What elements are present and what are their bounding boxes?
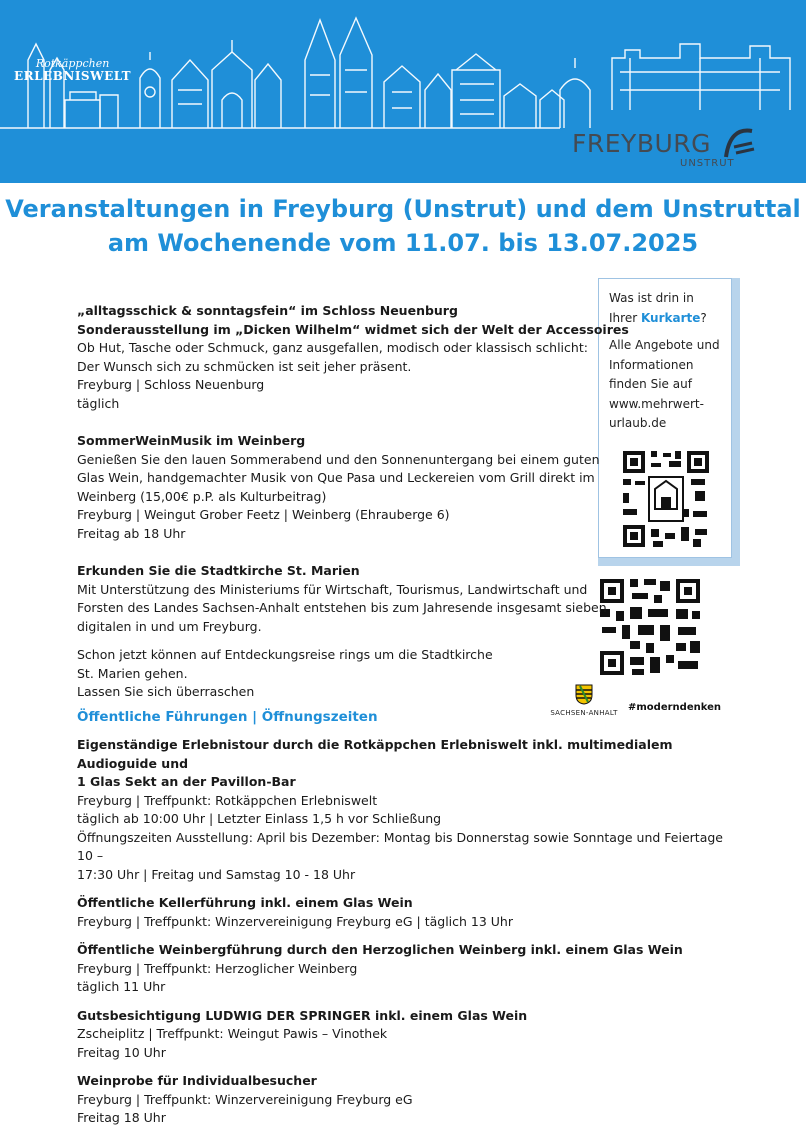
- tour-location: Freyburg | Treffpunkt: Rotkäppchen Erlebniswelt: [77, 792, 378, 808]
- kurkarte-line1: Was ist drin in: [609, 291, 694, 305]
- main-content: [77, 302, 737, 1128]
- tour-block: [77, 894, 737, 931]
- bridge-wave-icon: [722, 123, 758, 163]
- event-description: Schon jetzt können auf Entdeckungsreise rings um die Stadtkirche: [77, 647, 493, 662]
- kurkarte-line2-post: ?: [700, 310, 707, 325]
- brand-script: Rotkäppchen: [35, 57, 110, 70]
- tour-block: [77, 941, 737, 997]
- tour-hours: 17:30 Uhr | Freitag und Samstag 10 - 18 Uhr: [77, 866, 356, 882]
- tour-title: Weinprobe für Individualbesucher: [77, 1073, 317, 1088]
- page-title-line1: Veranstaltungen in Freyburg (Unstrut) und dem Unstruttal: [5, 195, 801, 223]
- header-banner: [0, 0, 806, 183]
- tour-block: [77, 1007, 737, 1063]
- tour-location: Zscheiplitz | Treffpunkt: Weingut Pawis – Vinothek: [77, 1026, 388, 1041]
- event-description: Weinberg (15,00€ p.P. als Kulturbeitrag): [77, 488, 327, 504]
- tour-title: Eigenständige Erlebnistour durch die Rotkäppchen Erlebniswelt inkl. multimedialem Audioguide und: [77, 737, 673, 771]
- event-block: [77, 432, 737, 543]
- tour-title: Gutsbesichtigung LUDWIG DER SPRINGER inkl. einem Glas Wein: [77, 1007, 528, 1023]
- tour-title: Öffentliche Weinbergführung durch den Herzoglichen Weinberg inkl. einem Glas Wein: [77, 942, 683, 957]
- event-location: Freyburg | Schloss Neuenburg: [77, 377, 265, 392]
- kurkarte-line2-pre: Ihrer: [609, 310, 641, 325]
- tour-block: [77, 1072, 737, 1128]
- tour-time: Freitag 10 Uhr: [77, 1044, 166, 1060]
- tour-location: Freyburg | Treffpunkt: Winzervereinigung Freyburg eG | täglich 13 Uhr: [77, 913, 513, 929]
- tour-time: täglich 11 Uhr: [77, 979, 166, 994]
- event-time: täglich: [77, 395, 120, 411]
- tour-title: 1 Glas Sekt an der Pavillon-Bar: [77, 774, 296, 789]
- kurkarte-line3: Alle Angebote und: [609, 338, 720, 352]
- kurkarte-line4: Informationen: [609, 357, 694, 372]
- tour-title: Öffentliche Kellerführung inkl. einem Glas Wein: [77, 895, 413, 910]
- tour-location: Freyburg | Treffpunkt: Herzoglicher Weinberg: [77, 960, 358, 976]
- event-subtitle: Sonderausstellung im „Dicken Wilhelm“ widmet sich der Welt der Accessoires: [77, 321, 629, 337]
- page-title-line2: am Wochenende vom 11.07. bis 13.07.2025: [107, 229, 699, 257]
- event-description: St. Marien gehen.: [77, 665, 188, 681]
- hashtag-text: #moderndenken: [628, 702, 722, 713]
- event-description: Forsten des Landes Sachsen-Anhalt entstehen bis zum Jahresende insgesamt sieben: [77, 600, 607, 615]
- tour-location: Freyburg | Treffpunkt: Winzervereinigung Freyburg eG: [77, 1091, 413, 1107]
- section-heading: Öffentliche Führungen | Öffnungszeiten: [77, 708, 378, 725]
- event-title: Erkunden Sie die Stadtkirche St. Marien: [77, 563, 360, 578]
- event-description: Glas Wein, handgemachter Musik von Que Pasa und Leckereien vom Grill direkt im: [77, 470, 595, 485]
- freyburg-logo: [552, 115, 762, 175]
- event-description: Ob Hut, Tasche oder Schmuck, ganz ausgefallen, modisch oder klassisch schlicht:: [77, 340, 588, 355]
- tour-block: [77, 736, 742, 884]
- event-description: digitalen in und um Freyburg.: [77, 618, 262, 634]
- event-description: Mit Unterstützung des Ministeriums für Wirtschaft, Tourismus, Landwirtschaft und: [77, 581, 588, 597]
- tour-time: Freitag 18 Uhr: [77, 1110, 166, 1125]
- kurkarte-line5: finden Sie auf: [609, 377, 692, 391]
- event-description: Genießen Sie den lauen Sommerabend und den Sonnenuntergang bei einem guten: [77, 451, 600, 467]
- rotkaeppchen-logo: [14, 58, 131, 83]
- page-title: [0, 192, 806, 260]
- kurkarte-url-line1[interactable]: www.mehrwert-: [609, 396, 704, 411]
- event-description: Der Wunsch sich zu schmücken ist seit jeher präsent.: [77, 358, 412, 374]
- kurkarte-link[interactable]: Kurkarte: [640, 310, 701, 325]
- event-title: SommerWeinMusik im Weinberg: [77, 433, 306, 448]
- sachsen-anhalt-text: SACHSEN-ANHALT: [550, 709, 618, 717]
- event-location: Freyburg | Weingut Grober Feetz | Weinberg (Ehrauberge 6): [77, 507, 450, 522]
- tour-time: täglich ab 10:00 Uhr | Letzter Einlass 1,5 h vor Schließung: [77, 811, 442, 826]
- tour-hours: Öffnungszeiten Ausstellung: April bis Dezember: Montag bis Donnerstag sowie Sonntage und Feiertage 10 –: [77, 829, 723, 863]
- freyburg-logo-sub: UNSTRUT: [680, 158, 735, 169]
- event-time: Freitag ab 18 Uhr: [77, 525, 186, 541]
- kurkarte-url-line2[interactable]: urlaub.de: [609, 416, 667, 430]
- event-description: Lassen Sie sich überraschen: [77, 684, 255, 699]
- event-block: [77, 302, 737, 413]
- brand-name: ERLEBNISWELT: [14, 69, 132, 84]
- event-title: „alltagsschick & sonntagsfein“ im Schloss Neuenburg: [77, 303, 458, 318]
- event-block: [77, 562, 737, 702]
- freyburg-logo-name: FREYBURG: [572, 129, 712, 158]
